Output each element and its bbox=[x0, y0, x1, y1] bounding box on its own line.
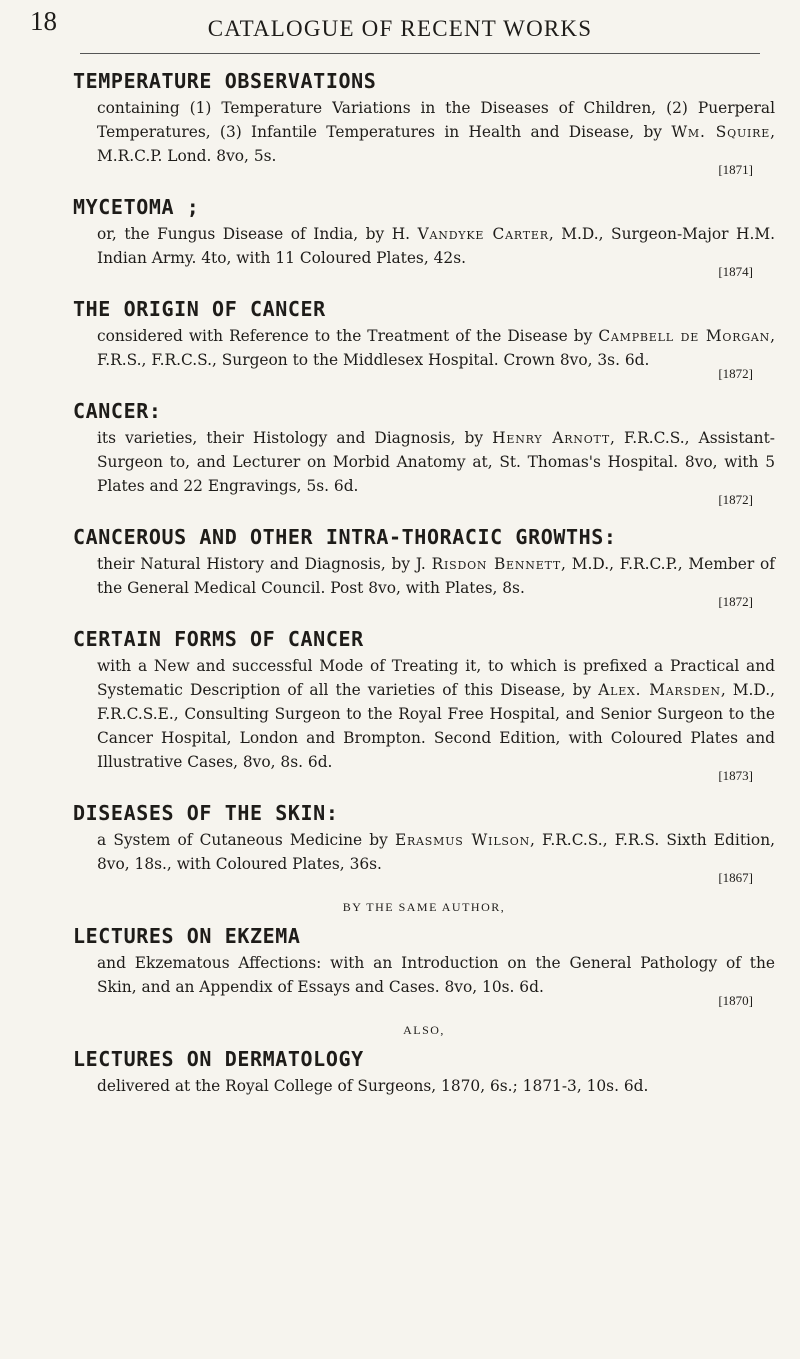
publication-year: [1870] bbox=[718, 993, 753, 1008]
description-text: a System of Cutaneous Medicine by bbox=[97, 831, 395, 849]
description-text: containing (1) Temperature Variations in the Diseases of Children, (2) Puerperal Temperatures, (3) Infantile Temperatures in Health and Disease, by bbox=[97, 99, 775, 141]
entry-title: CANCER: bbox=[73, 399, 162, 423]
entry-description bbox=[73, 324, 775, 372]
author-name: Alex. Marsden bbox=[598, 681, 721, 699]
publication-year: [1872] bbox=[718, 366, 753, 381]
publication-year: [1872] bbox=[718, 594, 753, 609]
publication-year: [1872] bbox=[718, 492, 753, 507]
catalogue-entry bbox=[73, 66, 775, 178]
description-text: , M.D., F.R.C.S.E., Consulting Surgeon to the Royal Free Hospital, and Senior Surgeon to the Cancer Hospital, London and Brompton. Second Edition, with Coloured Plates and Illustrative Cases, 8vo, 8s. 6d. bbox=[97, 681, 775, 771]
entry-title: CANCEROUS AND OTHER INTRA-THORACIC GROWTHS: bbox=[73, 525, 617, 549]
description-text: its varieties, their Histology and Diagnosis, by bbox=[97, 429, 493, 447]
entry-description bbox=[73, 96, 775, 168]
entry-description bbox=[73, 222, 775, 270]
entry-description bbox=[73, 1074, 775, 1098]
description-text: and Ekzematous Affections: with an Introduction on the General Pathology of the Skin, and an Appendix of Essays and Cases. 8vo, 10s. 6d. bbox=[97, 954, 775, 996]
catalogue-entry bbox=[73, 624, 775, 784]
author-name: Risdon Bennett bbox=[431, 555, 562, 573]
author-name: Erasmus Wilson bbox=[394, 831, 530, 849]
page-number: 18 bbox=[30, 6, 57, 36]
entry-description bbox=[73, 654, 775, 774]
entry-description bbox=[73, 552, 775, 600]
description-text: , F.R.C.S., Assistant-Surgeon to, and Lecturer on Morbid Anatomy at, St. Thomas's Hospital. 8vo, with 5 Plates and 22 Engravings, 5s. 6d. bbox=[97, 429, 775, 495]
author-name: Campbell de Morgan bbox=[598, 327, 771, 345]
description-text: , F.R.C.S., F.R.S. Sixth Edition, 8vo, 18s., with Coloured Plates, 36s. bbox=[97, 831, 775, 873]
author-name: Vandyke Carter bbox=[417, 225, 549, 243]
entry-description bbox=[73, 828, 775, 876]
entry-title: THE ORIGIN OF CANCER bbox=[73, 297, 326, 321]
catalogue-entry bbox=[73, 396, 775, 508]
description-text: with a New and successful Mode of Treating it, to which is prefixed a Practical and Systematic Description of all the varieties of this Disease, by bbox=[97, 657, 775, 699]
publication-year: [1871] bbox=[718, 162, 753, 177]
catalogue-entry bbox=[73, 192, 775, 280]
description-text: their Natural History and Diagnosis, by J. bbox=[97, 555, 432, 573]
publication-year: [1867] bbox=[718, 870, 753, 885]
catalogue-entry bbox=[73, 294, 775, 382]
catalogue-entry bbox=[73, 522, 775, 610]
entry-title: TEMPERATURE OBSERVATIONS bbox=[73, 69, 377, 93]
entry-title: LECTURES ON EKZEMA bbox=[73, 924, 301, 948]
section-label: BY THE SAME AUTHOR, bbox=[342, 900, 506, 914]
running-head: CATALOGUE OF RECENT WORKS bbox=[207, 16, 593, 41]
catalogue-entry bbox=[73, 921, 775, 1009]
entry-title: LECTURES ON DERMATOLOGY bbox=[73, 1047, 364, 1071]
description-text: , F.R.S., F.R.C.S., Surgeon to the Middlesex Hospital. Crown 8vo, 3s. 6d. bbox=[97, 327, 775, 369]
catalogue-entry bbox=[73, 798, 775, 886]
section-label: ALSO, bbox=[403, 1023, 445, 1037]
publication-year: [1873] bbox=[718, 768, 753, 783]
description-text: considered with Reference to the Treatment of the Disease by bbox=[97, 327, 599, 345]
description-text: delivered at the Royal College of Surgeons, 1870, 6s.; 1871-3, 10s. 6d. bbox=[97, 1077, 649, 1095]
entry-title: DISEASES OF THE SKIN: bbox=[73, 801, 339, 825]
author-name: Wm. Squire bbox=[671, 123, 771, 141]
entry-title: MYCETOMA ; bbox=[73, 195, 200, 219]
author-name: Henry Arnott bbox=[492, 429, 611, 447]
description-text: , M.R.C.P. Lond. 8vo, 5s. bbox=[97, 123, 775, 165]
description-text: , M.D., Surgeon-Major H.M. Indian Army. 4to, with 11 Coloured Plates, 42s. bbox=[97, 225, 776, 267]
header-rule bbox=[80, 53, 760, 54]
entry-description bbox=[73, 426, 775, 498]
entry-description bbox=[73, 951, 775, 999]
catalogue-entry bbox=[73, 1044, 775, 1098]
publication-year: [1874] bbox=[718, 264, 753, 279]
description-text: , M.D., F.R.C.P., Member of the General Medical Council. Post 8vo, with Plates, 8s. bbox=[97, 555, 775, 597]
catalogue-entries bbox=[73, 66, 775, 1112]
entry-title: CERTAIN FORMS OF CANCER bbox=[73, 627, 364, 651]
description-text: or, the Fungus Disease of India, by H. bbox=[97, 225, 418, 243]
